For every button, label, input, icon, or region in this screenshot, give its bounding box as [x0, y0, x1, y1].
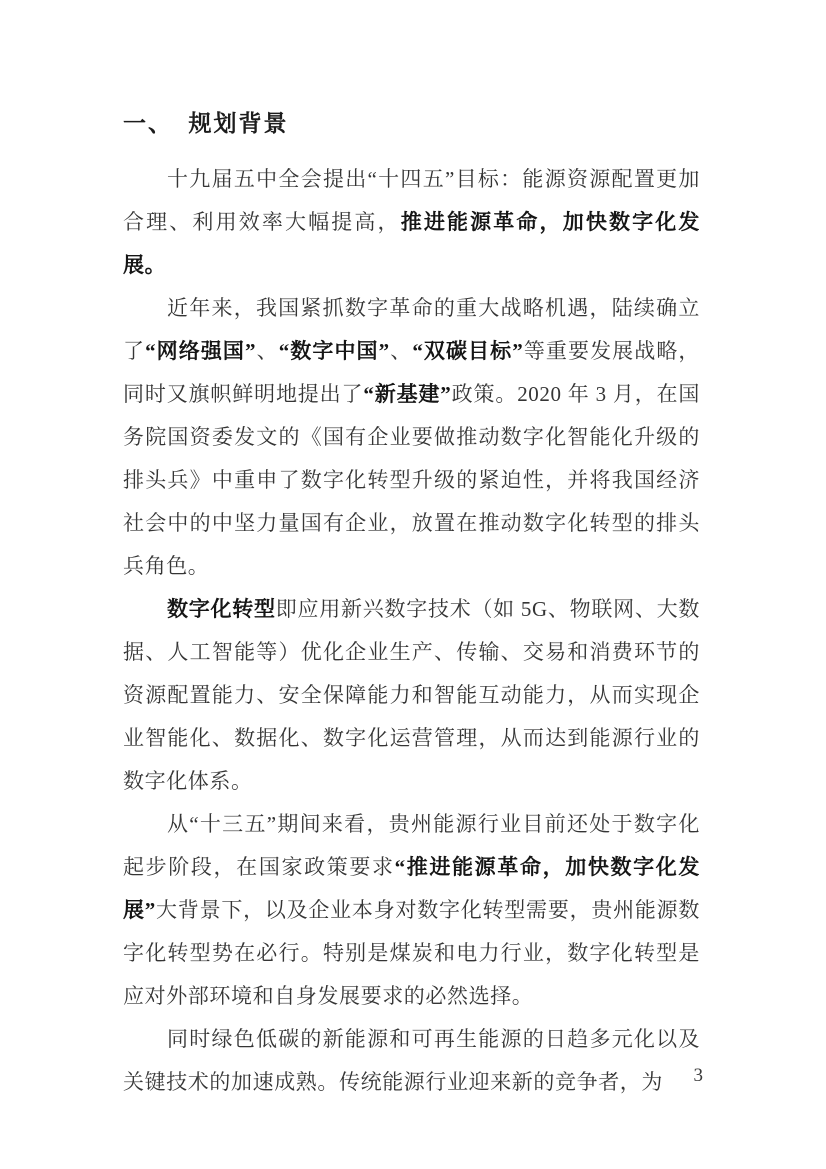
document-content	[123, 106, 700, 1104]
paragraph	[123, 588, 700, 803]
text-run: 等重要发展战略，同时又旗帜鲜明地提出了	[123, 339, 701, 406]
text-run: 政策。2020 年 3 月，在国务院国资委发文的《国有企业要做推动数字化智能化升级的排头兵》中重申了数字化转型升级的紧迫性，并将我国经济社会中的中坚力量国有企业，放置在推动数字化转型的排头兵角色。	[123, 382, 701, 578]
paragraph	[123, 287, 700, 588]
text-run: 同时绿色低碳的新能源和可再生能源的日趋多元化以及关键技术的加速成熟。传统能源行业迎来新的竞争者，为	[123, 1027, 700, 1094]
text-run: 、	[389, 339, 413, 363]
document-body	[123, 158, 700, 1104]
bold-text-run: 推进能源革命，加快数字化发展。	[123, 210, 700, 277]
paragraph	[123, 158, 700, 287]
text-run: 近年来，我国紧抓数字革命的重大战略机遇，陆续确立了	[123, 296, 700, 363]
bold-text-run: “新基建”	[363, 382, 452, 406]
text-run: 、	[256, 339, 279, 363]
paragraph	[123, 803, 700, 1018]
bold-text-run: 数字化转型	[167, 597, 276, 621]
text-run: 十九届五中全会提出“十四五”目标：能源资源配置更加合理、利用效率大幅提高，	[123, 167, 700, 234]
section-heading: 一、 规划背景	[123, 111, 289, 136]
text-run: 从“十三五”期间来看，贵州能源行业目前还处于数字化起步阶段，在国家政策要求	[123, 812, 700, 879]
bold-text-run: “数字中国”	[278, 339, 390, 363]
page-number: 3	[693, 1065, 703, 1086]
bold-text-run: “双碳目标”	[412, 339, 524, 363]
bold-text-run: “推进能源革命，加快数字化发展”	[123, 855, 701, 922]
bold-text-run: “网络强国”	[145, 339, 257, 363]
paragraph	[123, 1018, 700, 1104]
text-run: 即应用新兴数字技术（如 5G、物联网、大数据、人工智能等）优化企业生产、传输、交易和消费环节的资源配置能力、安全保障能力和智能互动能力，从而实现企业智能化、数据化、数字化运营管理，从而达到能源行业的数字化体系。	[123, 597, 701, 793]
text-run: 大背景下，以及企业本身对数字化转型需要，贵州能源数字化转型势在必行。特别是煤炭和电力行业，数字化转型是应对外部环境和自身发展要求的必然选择。	[123, 898, 701, 1008]
